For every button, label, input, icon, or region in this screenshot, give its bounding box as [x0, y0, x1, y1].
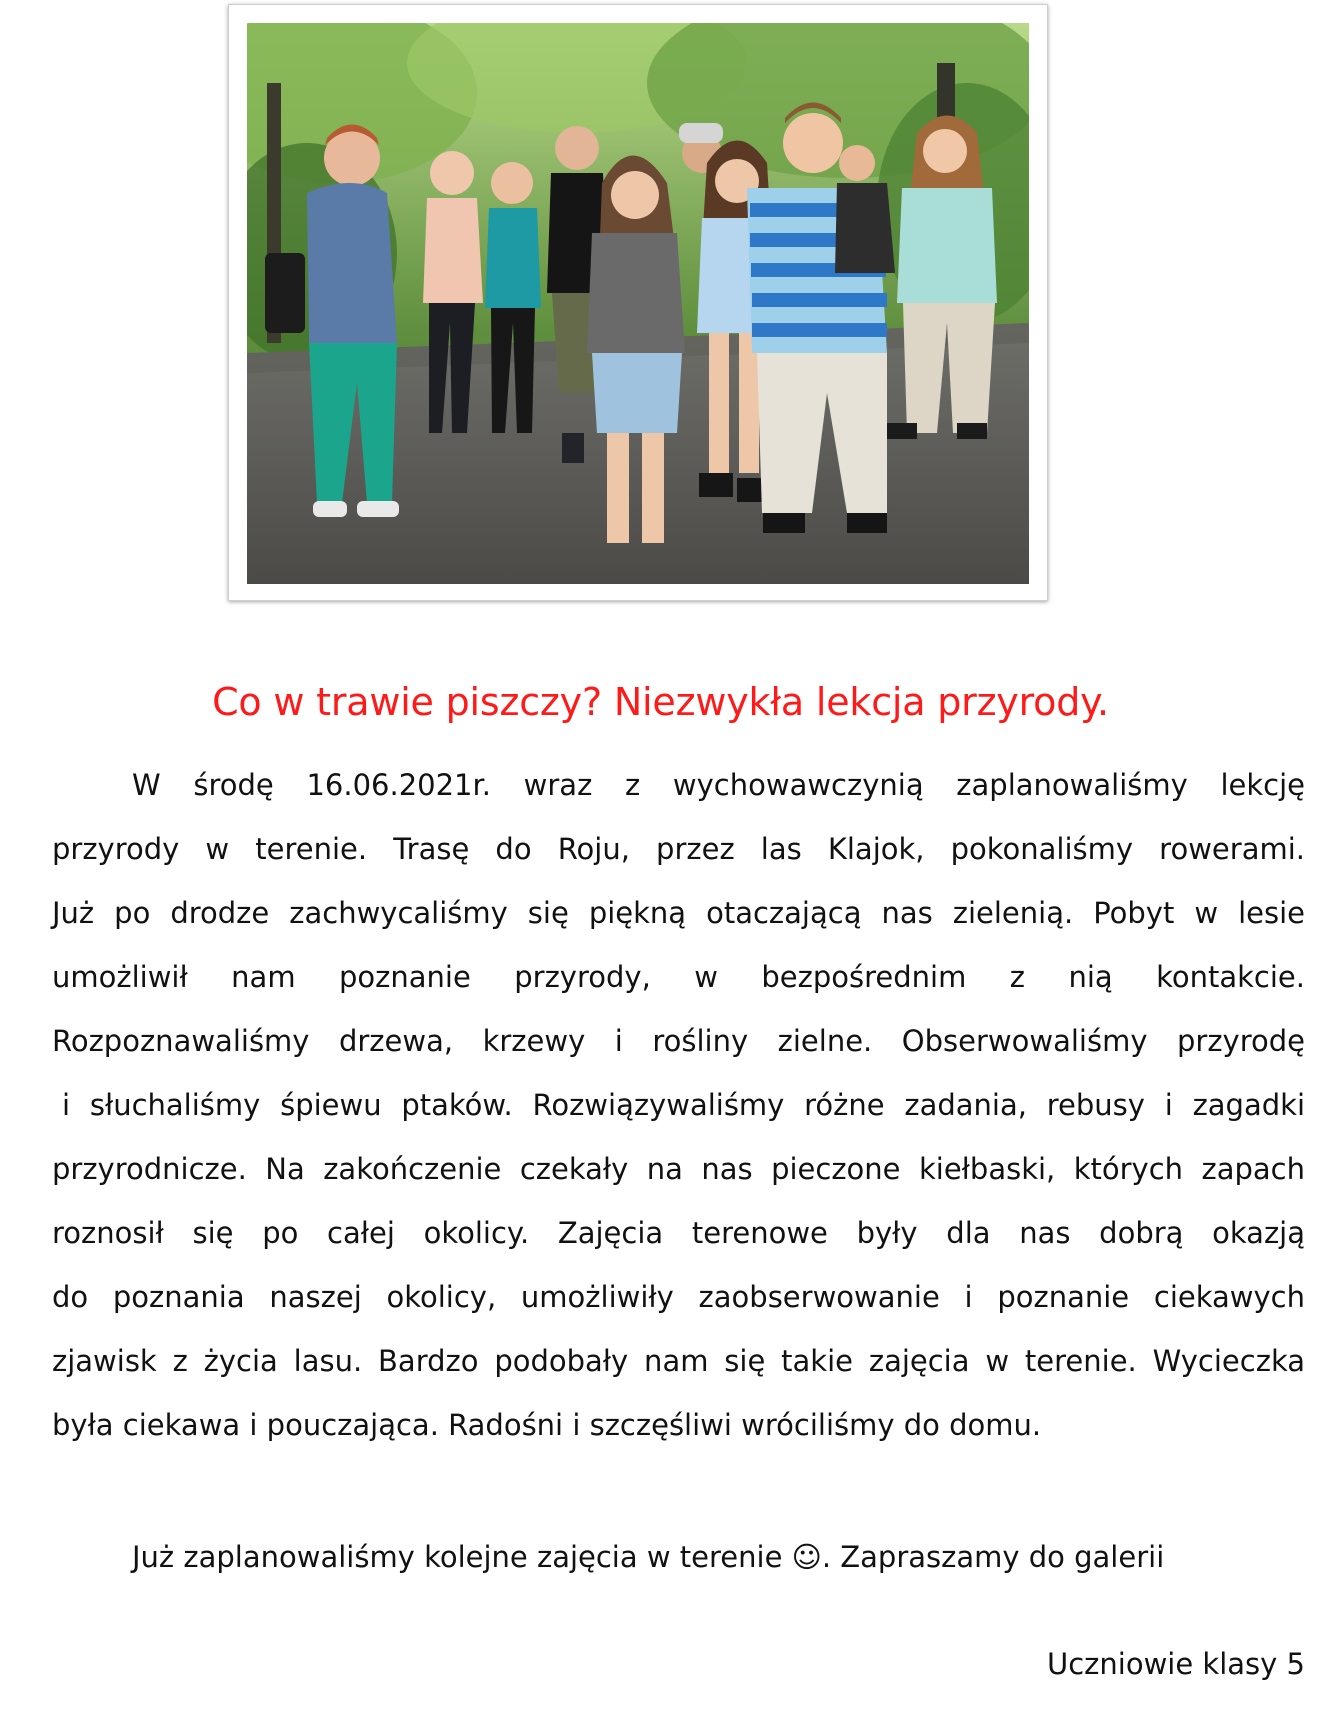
paragraph-line: przyrody w terenie. Trasę do Roju, przez las Klajok, pokonaliśmy rowerami.	[52, 832, 1305, 866]
paragraph-line: W środę 16.06.2021r. wraz z wychowawczynią zaplanowaliśmy lekcję	[132, 768, 1305, 802]
signature: Uczniowie klasy 5	[1047, 1647, 1305, 1681]
photo-frame	[228, 4, 1048, 601]
paragraph-line: Już po drodze zachwycaliśmy się piękną otaczającą nas zielenią. Pobyt w lesie	[52, 896, 1305, 930]
article-title: Co w trawie piszczy? Niezwykła lekcja przyrody.	[212, 680, 1109, 724]
forest-class-photo	[247, 23, 1029, 584]
paragraph-line: Rozpoznawaliśmy drzewa, krzewy i rośliny zielne. Obserwowaliśmy przyrodę	[52, 1024, 1305, 1058]
closing-line: Już zaplanowaliśmy kolejne zajęcia w terenie ☺. Zapraszamy do galerii	[132, 1540, 1165, 1574]
paragraph-line: umożliwił nam poznanie przyrody, w bezpośrednim z nią kontakcie.	[52, 960, 1305, 994]
paragraph-line: roznosił się po całej okolicy. Zajęcia terenowe były dla nas dobrą okazją	[52, 1216, 1305, 1250]
paragraph-line: przyrodnicze. Na zakończenie czekały na nas pieczone kiełbaski, których zapach	[52, 1152, 1305, 1186]
paragraph-line: i słuchaliśmy śpiewu ptaków. Rozwiązywaliśmy różne zadania, rebusy i zagadki	[62, 1088, 1305, 1122]
group-photo	[247, 23, 1029, 584]
paragraph-line: do poznania naszej okolicy, umożliwiły zaobserwowanie i poznanie ciekawych	[52, 1280, 1305, 1314]
paragraph-line: była ciekawa i pouczająca. Radośni i szczęśliwi wróciliśmy do domu.	[52, 1408, 1042, 1442]
paragraph-line: zjawisk z życia lasu. Bardzo podobały nam się takie zajęcia w terenie. Wycieczka	[52, 1344, 1305, 1378]
